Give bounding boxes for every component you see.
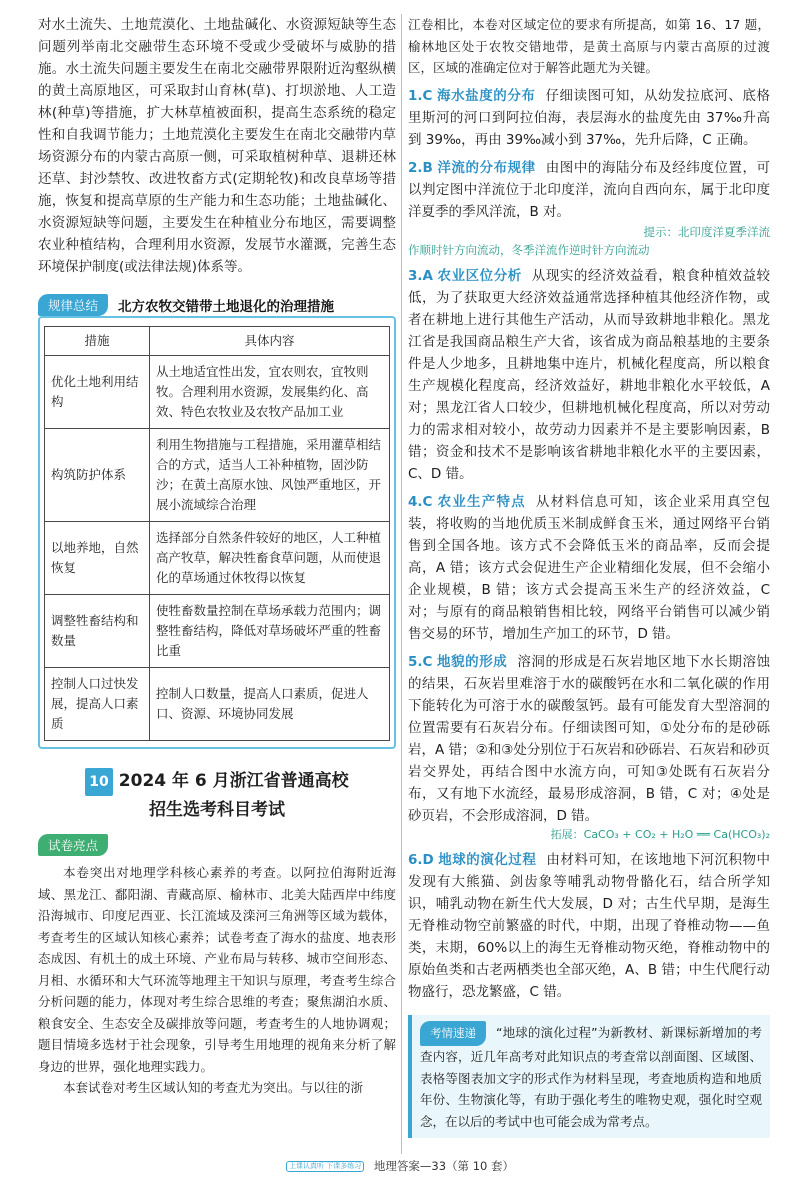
right-column (408, 14, 770, 1138)
answer-item (408, 849, 770, 1003)
exam-number: 10 (85, 768, 112, 796)
trend-box (408, 1015, 770, 1139)
table-row (45, 429, 390, 522)
trend-text: “地球的演化过程”为新教材、新课标新增加的考查内容，近几年高考对此知识点的考查常以剖面图、区域图、表格等图表加文字的形式作为材料呈现，考查地质构造和地质年份、生物演化等，有助于强化考生的唯物史观，强化时空观念，在以后的考试中也可能会成为常考点。 (420, 1024, 762, 1129)
exam-title-line2: 招生选考科目考试 (149, 800, 285, 820)
table-cell-measure: 优化土地利用结构 (45, 356, 150, 429)
table-header-measure: 措施 (45, 327, 150, 356)
table-cell-measure: 以地养地，自然恢复 (45, 522, 150, 595)
formula-note: 拓展：CaCO₃ + CO₂ + H₂O ══ Ca(HCO₃)₂ (550, 827, 770, 841)
answer-item (408, 85, 770, 151)
answer-number: 2.B (408, 159, 433, 176)
rules-table (44, 326, 390, 741)
table-cell-content: 选择部分自然条件较好的地区，人工种植高产牧草，解决牲畜食草问题，从而使退化的草场通过休牧得以恢复 (150, 522, 390, 595)
rules-box (38, 316, 396, 749)
table-row (45, 356, 390, 429)
hint-note: 提示：北印度洋夏季洋流 (643, 224, 770, 239)
answer-text: 从材料信息可知，该企业采用真空包装，将收购的当地优质玉米制成鲜食玉米，通过网络平台销售到全国各地。该方式不会降低玉米的商品率，反而会提高，A 错；该方式会促进生产企业精细化发展，但不会缩小企业规模，B 错；该方式会提高玉米生产的经济效益，C 对；与原有的商品粮销售相比较，网络平台销售可以减少销售交易的环节，增加生产加工的环节，D 错。 (408, 493, 771, 642)
answer-topic: 海水盐度的分布 (436, 87, 536, 104)
column-divider (401, 14, 402, 1154)
table-row (45, 595, 390, 668)
table-cell-content: 从土地适宜性出发，宜农则农，宜牧则牧。合理利用水资源，发展集约化、高效、特色农牧业及农牧产品加工业 (150, 356, 390, 429)
answer-text: 仔细读图可知，从幼发拉底河、底格里斯河的河口到阿拉伯海，表层海水的盐度先由 37‰升高到 39‰，再由 39‰减小到 37‰，先升后降，C 正确。 (408, 87, 771, 148)
table-header-row (45, 327, 390, 356)
footer-logo: 上课认真听 下课多练习 (286, 1161, 364, 1172)
answer-number: 5.C (408, 653, 433, 670)
rules-badge: 规律总结 (38, 294, 108, 316)
highlight-paragraph-2: 本套试卷对考生区域认知的考查尤为突出。与以往的浙 (63, 1080, 364, 1095)
answer-topic: 农业区位分析 (436, 267, 522, 284)
answer-topic: 地球的演化过程 (437, 851, 537, 868)
answer-text: 由材料可知，在该地地下河沉积物中发现有大熊猫、剑齿象等哺乳动物骨骼化石，结合所学知识，哺乳动物在新生代大发展，D 对；古生代早期，是海生无脊椎动物空前繁盛的时代，中期，出现了脊椎动物——鱼类，末期，60%以上的海生无脊椎动物灭绝，脊椎动物中的原始鱼类和古老两栖类也全部灭绝，A、B 错；中生代爬行动物盛行，恐龙繁盛，C 错。 (408, 851, 771, 1000)
table-cell-content: 利用生物措施与工程措施，采用灌草相结合的方式，适当人工补种植物，固沙防沙；在黄土高原水蚀、风蚀严重地区，开展小流域综合治理 (150, 429, 390, 522)
answer-number: 1.C (408, 87, 433, 104)
table-header-content: 具体内容 (150, 327, 390, 356)
answer-item (408, 491, 770, 645)
table-cell-measure: 控制人口过快发展，提高人口素质 (45, 668, 150, 741)
footer-page-label: 地理答案—33（第 10 套） (373, 1159, 514, 1173)
answer-number: 3.A (408, 267, 433, 284)
table-row (45, 522, 390, 595)
rules-header (38, 294, 396, 316)
answer-number: 6.D (408, 851, 434, 868)
answer-text: 由图中的海陆分布及经纬度位置，可以判定图中洋流位于北印度洋，流向自西向东，属于北印度洋夏季的季风洋流，B 对。 (408, 159, 771, 220)
exam-title (38, 767, 396, 824)
table-cell-measure: 调整牲畜结构和数量 (45, 595, 150, 668)
hint-note-continued: 作顺时针方向流动，冬季洋流作逆时针方向流动 (408, 242, 650, 257)
trend-badge: 考情速递 (420, 1021, 486, 1047)
answer-item (408, 651, 770, 843)
answer-item (408, 157, 770, 259)
table-cell-content: 使牲畜数量控制在草场承载力范围内；调整牲畜结构，降低对草场破坏严重的牲畜比重 (150, 595, 390, 668)
highlight-badge: 试卷亮点 (38, 834, 108, 856)
table-cell-measure: 构筑防护体系 (45, 429, 150, 522)
table-row (45, 668, 390, 741)
intro-paragraph: 对水土流失、土地荒漠化、土地盐碱化、水资源短缺等生态问题列举南北交融带生态环境不受或少受破坏与威胁的措施。水土流失问题主要发生在南北交融带界限附近沟壑纵横的黄土高原地区，可采取封山育林(草)、打坝淤地、人工造林(种草)等措施，扩大林草植被面积，提高生态系统的稳定性和自我调节能力；土地荒漠化主要发生在南北交融带内草场资源分布的内蒙古高原一侧，可采取植树种草、退耕还林还草、封沙禁牧、改进牧畜方式(定期轮牧)和改良草场等措施，恢复和提高草原的生产能力和生态功能；土地盐碱化、水资源短缺等问题，主要发生在种植业分布地区，需要调整农业种植结构，合理利用水资源，发展节水灌溉，完善生态环境保护制度(或法律法规)体系等。 (38, 17, 396, 275)
answer-topic: 地貌的形成 (436, 653, 508, 670)
answer-item (408, 265, 770, 485)
highlight-paragraph-continued: 江卷相比，本卷对区域定位的要求有所提高，如第 16、17 题，榆林地区处于农牧交错地带，是黄土高原与内蒙古高原的过渡区，区域的准确定位对于解答此题尤为关键。 (408, 17, 770, 75)
answer-number: 4.C (408, 493, 433, 510)
page-footer (0, 1158, 800, 1174)
table-cell-content: 控制人口数量，提高人口素质，促进人口、资源、环境协同发展 (150, 668, 390, 741)
highlight-paragraph-1: 本卷突出对地理学科核心素养的考查。以阿拉伯海附近海域、黑龙江、鄱阳湖、青藏高原、榆林市、北美大陆西岸中纬度沿海城市、印度尼西亚、长江流域及滦河三角洲等区域为载体，考查考生的区域认知核心素养；试卷考查了海水的盐度、地表形态成因、有机土的成土环境、产业布局与转移、城市空间形态、月相、水循环和大气环流等地理主干知识与原理，考查考生综合分析问题的能力，体现对考生综合思维的考查；聚焦湖泊水质、粮食安全、生态安全及碳排放等问题，考查考生的人地协调观；题目情境多选材于社会现象，引导考生用地理的视角来分析了解身边的世界，强化地理实践力。 (38, 865, 396, 1074)
answer-text: 从现实的经济效益看，粮食种植效益较低，为了获取更大经济效益通常选择种植其他经济作物，或者在耕地上进行其他生产活动，从而导致耕地非粮化。黑龙江省是我国商品粮生产大省，该省成为商品粮基地的主要条件是人少地多，且耕地集中连片，机械化程度高，所以粮食生产规模化程度高，经济效益好，耕地非粮化水平较低，A 对；黑龙江省人口较少，但耕地机械化程度高，所以对劳动力的需求相对较小，故劳动力因素并不是主要影响因素，B 错；资金和技术不是影响该省耕地非粮化水平的主要因素，C、D 错。 (408, 267, 771, 482)
exam-title-line1: 2024 年 6 月浙江省普通高校 (118, 771, 349, 791)
left-column (38, 14, 396, 1099)
highlight-header (38, 834, 396, 856)
rules-title: 北方农牧交错带土地退化的治理措施 (118, 299, 335, 315)
answer-text: 溶洞的形成是石灰岩地区地下水长期溶蚀的结果，石灰岩里难溶于水的碳酸钙在水和二氧化碳的作用下能转化为可溶于水的碳酸氢钙。最有可能发育大型溶洞的位置需要有石灰岩分布。仔细读图可知，①处分布的是砂砾岩，A 错；②和③处分别位于石灰岩和砂砾岩、石灰岩和砂页岩交界处，再结合图中水流方向，可知③处既有石灰岩分布，又有地下水流经，最易形成溶洞，B 错，C 对；④处是砂页岩，不会形成溶洞，D 错。 (408, 653, 771, 824)
answer-topic: 农业生产特点 (436, 493, 526, 510)
answer-topic: 洋流的分布规律 (436, 159, 536, 176)
